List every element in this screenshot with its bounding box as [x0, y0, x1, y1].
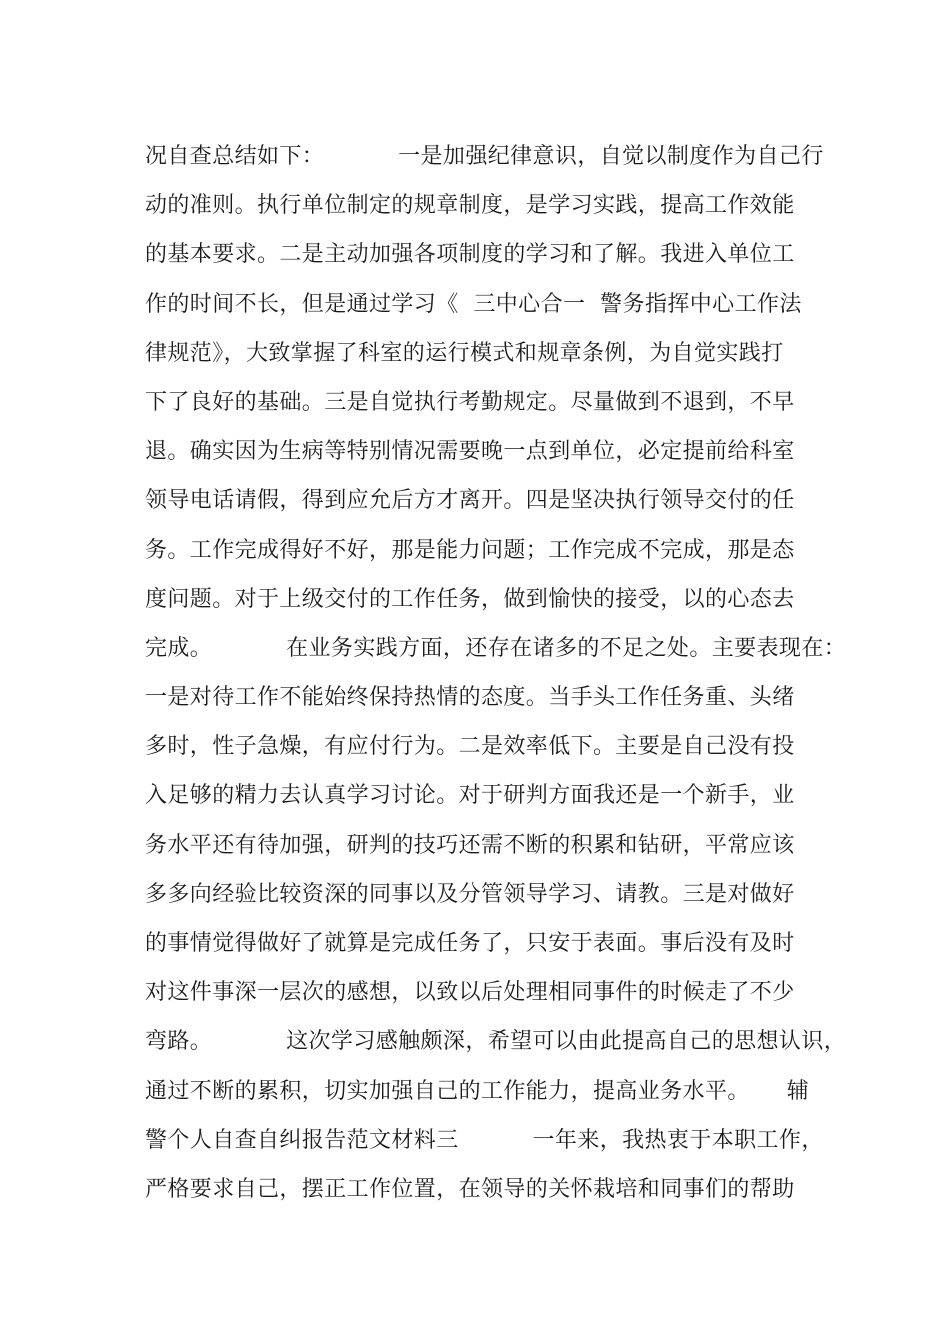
text-line: 多时，性子急燥，有应付行为。二是效率低下。主要是自己没有投 — [145, 734, 795, 760]
text-line: 对这件事深一层次的感想，以致以后处理相同事件的时候走了不少 — [145, 980, 795, 1006]
text-line: 的基本要求。二是主动加强各项制度的学习和了解。我进入单位工 — [145, 242, 795, 268]
text-line: 多多向经验比较资深的同事以及分管领导学习、请教。三是对做好 — [145, 881, 795, 907]
text-line: 的事情觉得做好了就算是完成任务了，只安于表面。事后没有及时 — [145, 931, 795, 956]
text-line: 务。工作完成得好不好，那是能力问题；工作完成不完成，那是态 — [145, 537, 795, 563]
text-line: 通过不断的累积，切实加强自己的工作能力，提高业务水平。 辅 — [145, 1078, 810, 1104]
text-line: 下了良好的基础。三是自觉执行考勤规定。尽量做到不退到，不早 — [145, 389, 795, 415]
text-line: 领导电话请假，得到应允后方才离开。四是坚决执行领导交付的任 — [145, 488, 795, 514]
text-line: 作的时间不长，但是通过学习《 三中心合一 警务指挥中心工作法 — [145, 291, 802, 317]
text-line: 动的准则。执行单位制定的规章制度，是学习实践，提高工作效能 — [145, 193, 795, 219]
text-line: 入足够的精力去认真学习讨论。对于研判方面我还是一个新手，业 — [145, 783, 795, 809]
text-line: 严格要求自己，摆正工作位置，在领导的关怀栽培和同事们的帮助 — [145, 1176, 795, 1202]
body-text — [145, 132, 845, 1214]
text-line: 一是对待工作不能始终保持热情的态度。当手头工作任务重、头绪 — [145, 685, 795, 711]
text-line: 况自查总结如下： 一是加强纪律意识，自觉以制度作为自己行 — [145, 144, 824, 169]
text-line: 度问题。对于上级交付的工作任务，做到愉快的接受，以的心态去 — [145, 586, 795, 612]
text-line: 完成。 在业务实践方面，还存在诸多的不足之处。主要表现在： — [145, 635, 847, 661]
text-line: 退。确实因为生病等特别情况需要晚一点到单位，必定提前给科室 — [145, 439, 795, 465]
text-line: 务水平还有待加强，研判的技巧还需不断的积累和钻研，平常应该 — [145, 832, 795, 858]
text-line: 律规范》，大致掌握了科室的运行模式和规章条例，为自觉实践打 — [145, 340, 784, 366]
text-line: 弯路。 这次学习感触颇深，希望可以由此提高自己的思想认识， — [145, 1029, 847, 1055]
text-line: 警个人自查自纠报告范文材料三 一年来，我热衷于本职工作， — [145, 1127, 824, 1153]
